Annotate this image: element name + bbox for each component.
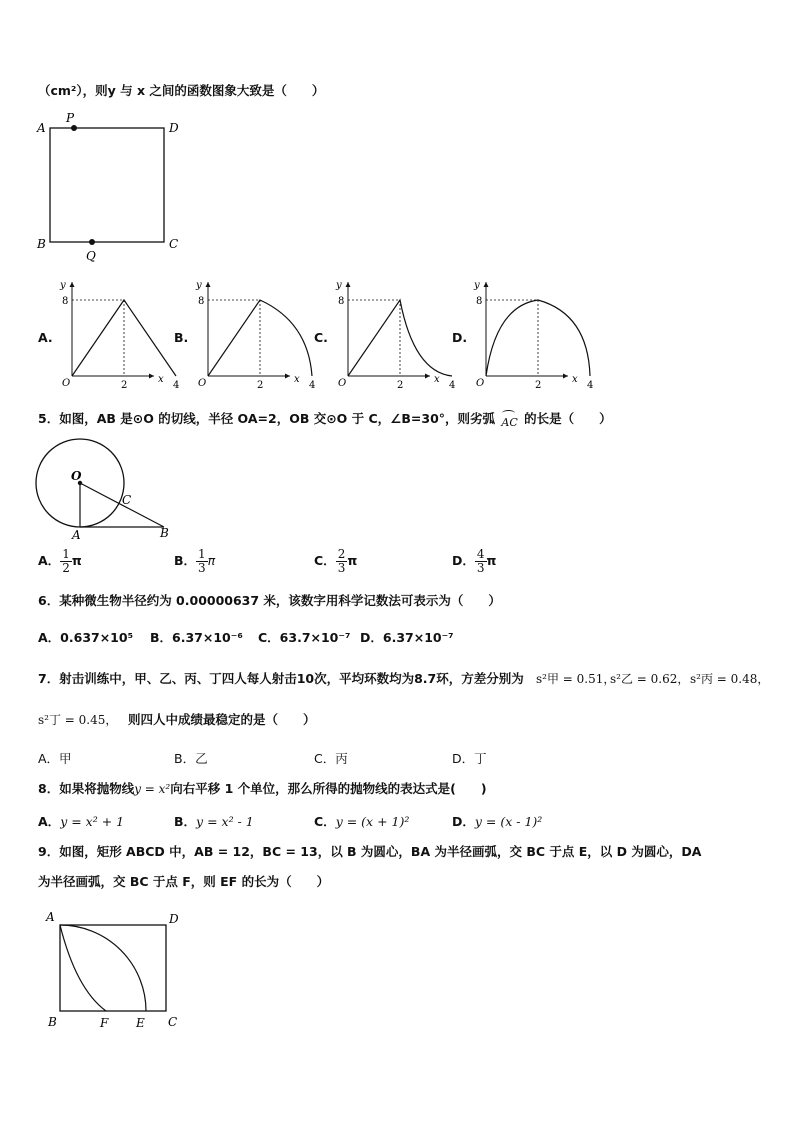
q9-stem2: 为半径画弧，交 BC 于点 F，则 EF 的长为（ ） <box>38 874 330 889</box>
q7-stem: 7．射击训练中，甲、乙、丙、丁四人每人射击10次，平均环数均为8.7环，方差分别为 <box>38 671 524 686</box>
q5-option-d[interactable]: D． $\frac{4}{3}$ π <box>452 547 497 575</box>
q7-var-bing: s²丙 = 0.48， <box>690 672 770 686</box>
q5-option-c[interactable]: C． $\frac{2}{3}$ π <box>314 547 358 575</box>
q9-rectangle-figure <box>40 905 200 1035</box>
origin-label: O <box>198 378 207 389</box>
q8-option-d[interactable]: D．y = (x - 1)² <box>452 814 543 829</box>
q5-label-A: A <box>72 528 81 542</box>
q8-option-b[interactable]: B．y = x² - 1 <box>174 814 254 829</box>
origin-label: O <box>62 378 71 389</box>
q5-arc-label: AC <box>501 416 518 429</box>
axis-label-y: y <box>474 280 480 291</box>
label-B: B <box>37 237 46 251</box>
q5-stem <box>38 410 612 429</box>
q5-label-C: C <box>122 493 132 507</box>
q5-stem-b: 的长是（ ） <box>524 411 612 426</box>
q6-option-b[interactable]: B．6.37×10⁻⁶ <box>150 630 243 645</box>
q7-var-yi: s²乙 = 0.62， <box>610 672 690 686</box>
q4-option-graphs <box>0 270 794 395</box>
q9-label-F: F <box>100 1016 109 1030</box>
q9-label-E: E <box>136 1016 145 1030</box>
q6-option-d[interactable]: D．6.37×10⁻⁷ <box>360 630 454 645</box>
q4-option-d-letter[interactable]: D. <box>452 330 468 345</box>
q4-option-c-letter[interactable]: C. <box>314 330 328 345</box>
y-axis-arrow <box>346 282 351 287</box>
q7-option-c[interactable]: C．丙 <box>314 751 348 766</box>
q7-var-jia: s²甲 = 0.51， <box>536 672 616 686</box>
tick-label-end: 4 <box>587 380 594 391</box>
q6-stem: 6．某种微生物半径约为 0.00000637 米，该数字用科学记数法可表示为（ ） <box>38 593 501 608</box>
tick-label-end: 4 <box>173 380 180 391</box>
tick-label-peak: 8 <box>62 296 69 307</box>
q4-square-figure <box>34 110 194 265</box>
axis-label-x: x <box>294 374 300 385</box>
label-P: P <box>66 111 75 125</box>
q9-label-A: A <box>46 910 55 924</box>
origin-label: O <box>476 378 485 389</box>
q7-stem2: 则四人中成绩最稳定的是（ ） <box>128 712 316 727</box>
axis-label-y: y <box>60 280 66 291</box>
q6-option-a[interactable]: A．0.637×10⁵ <box>38 630 134 645</box>
origin-label: O <box>338 378 347 389</box>
q8-option-a[interactable]: A．y = x² + 1 <box>38 814 125 829</box>
axis-label-x: x <box>158 374 164 385</box>
q7-option-d[interactable]: D．丁 <box>452 751 487 766</box>
q5-stem-a: 5．如图，AB 是⊙O 的切线，半径 OA=2，OB 交⊙O 于 C，∠B=30°，则劣弧 <box>38 411 496 426</box>
q4-intro: （cm²），则y 与 x 之间的函数图象大致是（ ） <box>38 83 325 98</box>
y-axis-arrow <box>206 282 211 287</box>
tick-label-peak: 8 <box>476 296 483 307</box>
tick-label-peak: 8 <box>338 296 345 307</box>
q6-option-c[interactable]: C．63.7×10⁻⁷ <box>258 630 351 645</box>
q5-label-B: B <box>160 526 169 540</box>
label-Q: Q <box>86 249 96 263</box>
q4-option-a-letter[interactable]: A. <box>38 330 53 345</box>
label-D: D <box>169 121 179 135</box>
q7-var-ding: s²丁 = 0.45， <box>38 713 118 727</box>
axis-label-y: y <box>196 280 202 291</box>
q5-option-b[interactable]: B． $\frac{1}{3}$ π <box>174 547 216 575</box>
q5-circle-figure <box>34 438 179 546</box>
q8-expr: y = x² <box>134 782 171 796</box>
tick-label-end: 4 <box>449 380 456 391</box>
x-axis-arrow <box>149 374 154 379</box>
q7-option-a[interactable]: A．甲 <box>38 751 72 766</box>
label-C: C <box>169 237 179 251</box>
y-axis-arrow <box>70 282 75 287</box>
axis-label-x: x <box>434 374 440 385</box>
tick-label-mid: 2 <box>397 380 404 391</box>
q9-label-D: D <box>169 912 179 926</box>
q8-option-c[interactable]: C．y = (x + 1)² <box>314 814 410 829</box>
axis-label-x: x <box>572 374 578 385</box>
label-A: A <box>37 121 46 135</box>
q9-stem: 9．如图，矩形 ABCD 中，AB = 12，BC = 13，以 B 为圆心，BA 为半径画弧，交 BC 于点 E，以 D 为圆心，DA <box>38 844 702 859</box>
tick-label-mid: 2 <box>121 380 128 391</box>
q8-stem: 8．如果将抛物线y = x²向右平移 1 个单位，那么所得的抛物线的表达式是( ) <box>38 781 487 796</box>
q5-label-O: O <box>71 469 82 483</box>
x-axis-arrow <box>425 374 430 379</box>
x-axis-arrow <box>285 374 290 379</box>
tick-label-mid: 2 <box>257 380 264 391</box>
axis-label-y: y <box>336 280 342 291</box>
q5-option-a[interactable]: A． $\frac{1}{2}$ π <box>38 547 82 575</box>
q7-option-b[interactable]: B．乙 <box>174 751 208 766</box>
q4-option-b-letter[interactable]: B. <box>174 330 189 345</box>
tick-label-end: 4 <box>309 380 316 391</box>
q9-label-C: C <box>168 1015 178 1029</box>
q9-label-B: B <box>48 1015 57 1029</box>
x-axis-arrow <box>563 374 568 379</box>
tick-label-peak: 8 <box>198 296 205 307</box>
tick-label-mid: 2 <box>535 380 542 391</box>
y-axis-arrow <box>484 282 489 287</box>
